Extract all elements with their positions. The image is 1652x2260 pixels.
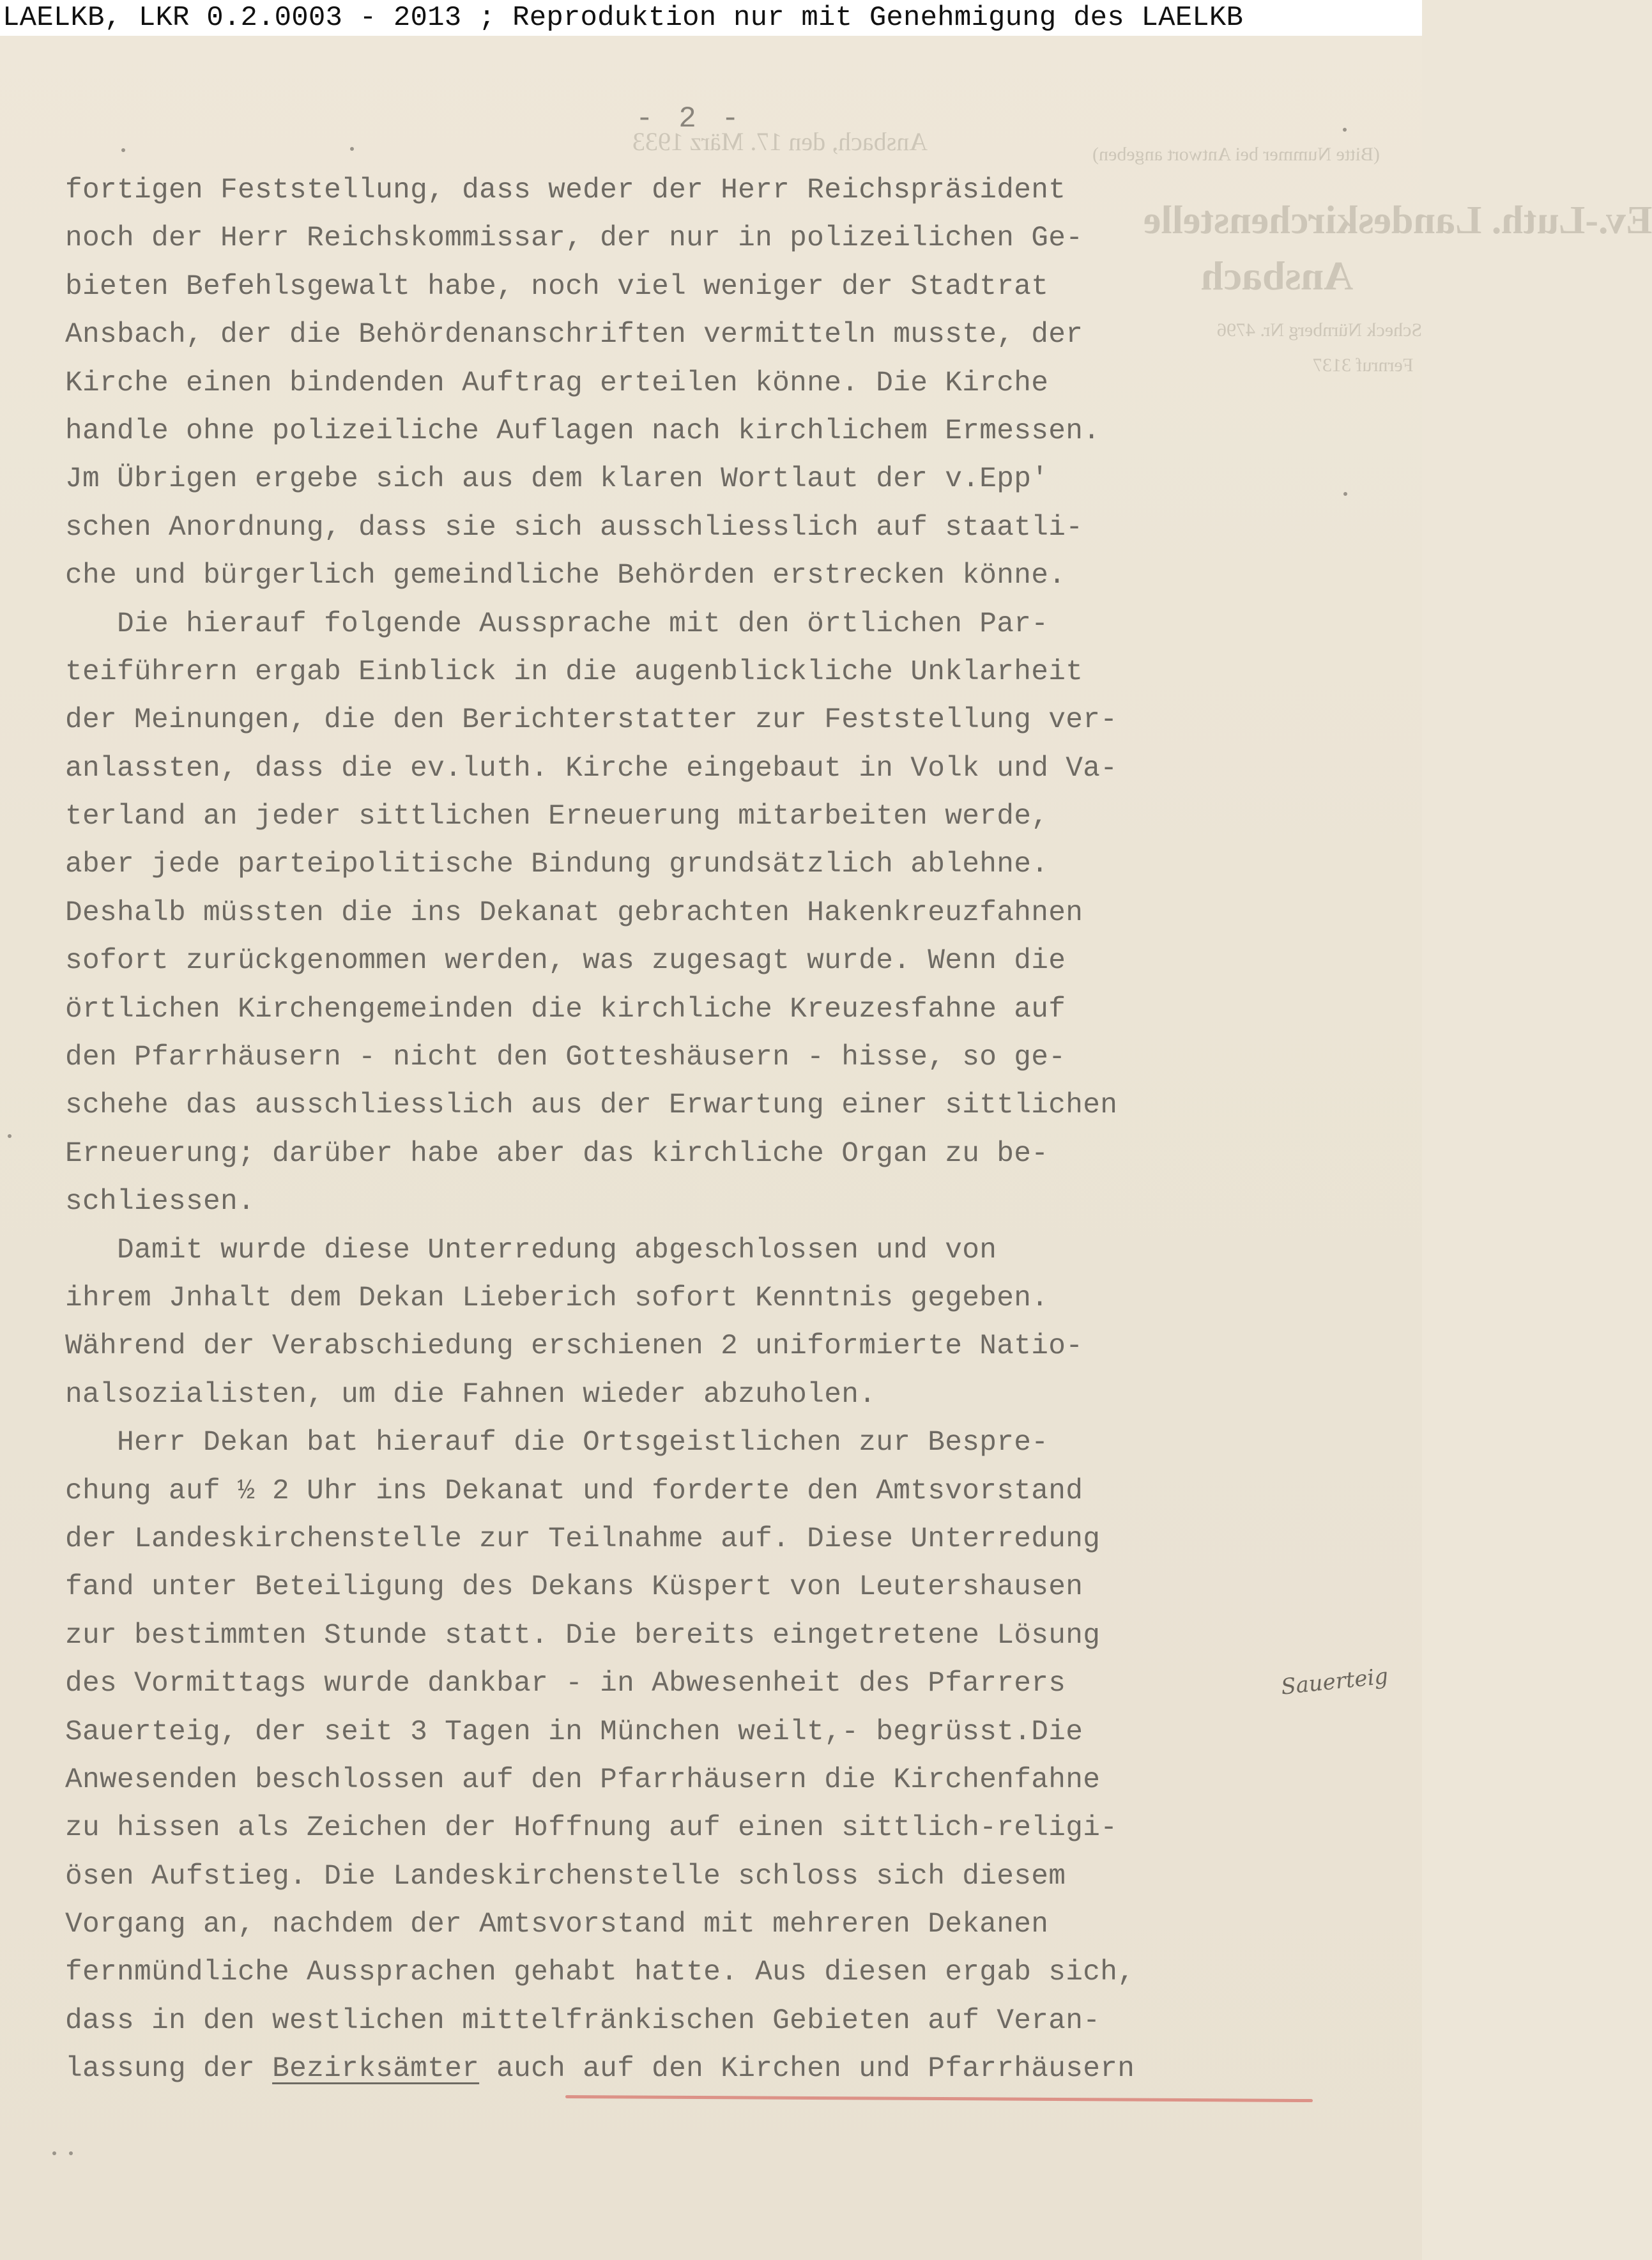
text-line: den Pfarrhäusern - nicht den Gotteshäusern - hisse, so ge-	[65, 1042, 1066, 1074]
paper-speck	[1343, 128, 1347, 132]
paper-speck	[52, 2151, 56, 2155]
text-line: terland an jeder sittlichen Erneuerung mitarbeiten werde,	[65, 801, 1049, 833]
page-number: - 2 -	[636, 102, 744, 135]
text-line: Vorgang an, nachdem der Amtsvorstand mit mehreren Dekanen	[65, 1909, 1049, 1941]
text-line: des Vormittags wurde dankbar - in Abwesenheit des Pfarrers	[65, 1668, 1066, 1700]
text-line: schen Anordnung, dass sie sich ausschliesslich auf staatli-	[65, 511, 1083, 544]
paper-speck	[1343, 492, 1347, 496]
last-line-end: auch auf den Kirchen und Pfarrhäusern	[479, 2053, 1135, 2086]
text-line: zur bestimmten Stunde statt. Die bereits eingetretene Lösung	[65, 1619, 1101, 1652]
text-line: fortigen Feststellung, dass weder der Herr Reichspräsident	[65, 174, 1066, 206]
text-line: dass in den westlichen mittelfränkischen Gebieten auf Veran-	[65, 2004, 1101, 2037]
text-line: der Meinungen, die den Berichterstatter zur Feststellung ver-	[65, 704, 1118, 737]
text-line: der Landeskirchenstelle zur Teilnahme auf. Diese Unterredung	[65, 1523, 1101, 1555]
last-line-start: lassung der	[65, 2053, 273, 2086]
text-line: schehe das ausschliesslich aus der Erwartung einer sittlichen	[65, 1089, 1118, 1122]
text-line: Während der Verabschiedung erschienen 2 uniformierte Natio-	[65, 1330, 1083, 1363]
bleed-through-date: Ansbach, den 17. März 1933	[632, 127, 928, 156]
bleed-through-letterhead: Ev.-Luth. Landeskirchenstelle	[1143, 199, 1652, 242]
text-line: Herr Dekan bat hierauf die Ortsgeistlichen zur Bespre-	[65, 1427, 1049, 1459]
text-line: schliessen.	[65, 1186, 256, 1218]
text-line	[65, 2045, 1292, 2093]
text-line: zu hissen als Zeichen der Hoffnung auf einen sittlich-religi-	[65, 1812, 1118, 1845]
text-line: nalsozialisten, um die Fahnen wieder abzuholen.	[65, 1378, 876, 1411]
text-line: aber jede parteipolitische Bindung grundsätzlich ablehne.	[65, 849, 1049, 881]
archive-header-bar	[0, 0, 1422, 36]
bleed-through-phone: Fernruf 3137	[1313, 355, 1414, 376]
paper-speck	[69, 2151, 73, 2155]
text-line: chung auf ½ 2 Uhr ins Dekanat und forderte den Amtsvorstand	[65, 1475, 1083, 1507]
body-text	[65, 167, 1292, 2094]
red-pencil-underline	[565, 2095, 1313, 2102]
bleed-through-bank: Scheck Nürnberg Nr. 4796	[1217, 319, 1423, 341]
text-line: Ansbach, der die Behördenanschriften vermitteln musste, der	[65, 319, 1083, 351]
text-line: Jm Übrigen ergebe sich aus dem klaren Wortlaut der v.Epp'	[65, 463, 1049, 496]
marginal-note: Sauerteig	[1280, 1663, 1389, 1700]
text-line: anlassten, dass die ev.luth. Kirche eingebaut in Volk und Va-	[65, 752, 1118, 785]
text-line: Damit wurde diese Unterredung abgeschlossen und von	[65, 1234, 997, 1266]
text-line: Anwesenden beschlossen auf den Pfarrhäusern die Kirchenfahne	[65, 1764, 1101, 1796]
bleed-through-note: (Bitte Nummer bei Antwort angeben)	[1092, 144, 1380, 165]
text-line: teiführern ergab Einblick in die augenblickliche Unklarheit	[65, 656, 1083, 688]
text-line: Kirche einen bindenden Auftrag erteilen könne. Die Kirche	[65, 367, 1049, 399]
text-line: fernmündliche Aussprachen gehabt hatte. Aus diesen ergab sich,	[65, 1956, 1135, 1989]
text-line: noch der Herr Reichskommissar, der nur in polizeilichen Ge-	[65, 222, 1083, 255]
text-line: örtlichen Kirchengemeinden die kirchliche Kreuzesfahne auf	[65, 993, 1066, 1026]
underlined-word: Bezirksämter	[272, 2053, 480, 2086]
bleed-through-city: Ansbach	[1201, 253, 1354, 298]
text-line: che und bürgerlich gemeindliche Behörden erstrecken könne.	[65, 560, 1066, 592]
text-line: ihrem Jnhalt dem Dekan Lieberich sofort Kenntnis gegeben.	[65, 1282, 1049, 1314]
text-line: Die hierauf folgende Aussprache mit den örtlichen Par-	[65, 608, 1049, 640]
paper-speck	[8, 1134, 11, 1138]
text-line: Sauerteig, der seit 3 Tagen in München weilt,- begrüsst.Die	[65, 1716, 1083, 1748]
text-line: ösen Aufstieg. Die Landeskirchenstelle schloss sich diesem	[65, 1860, 1066, 1893]
text-line: fand unter Beteiligung des Dekans Küspert von Leutershausen	[65, 1571, 1083, 1604]
text-line: sofort zurückgenommen werden, was zugesagt wurde. Wenn die	[65, 945, 1066, 978]
text-line: bieten Befehlsgewalt habe, noch viel weniger der Stadtrat	[65, 270, 1049, 303]
text-line: handle ohne polizeiliche Auflagen nach kirchlichem Ermessen.	[65, 415, 1101, 447]
paper-speck	[121, 148, 125, 152]
text-line: Erneuerung; darüber habe aber das kirchliche Organ zu be-	[65, 1137, 1049, 1170]
archive-header-text: LAELKB, LKR 0.2.0003 - 2013 ; Reproduktion nur mit Genehmigung des LAELKB	[3, 2, 1244, 34]
text-line: Deshalb müssten die ins Dekanat gebrachten Hakenkreuzfahnen	[65, 896, 1083, 929]
paper-speck	[350, 147, 354, 151]
